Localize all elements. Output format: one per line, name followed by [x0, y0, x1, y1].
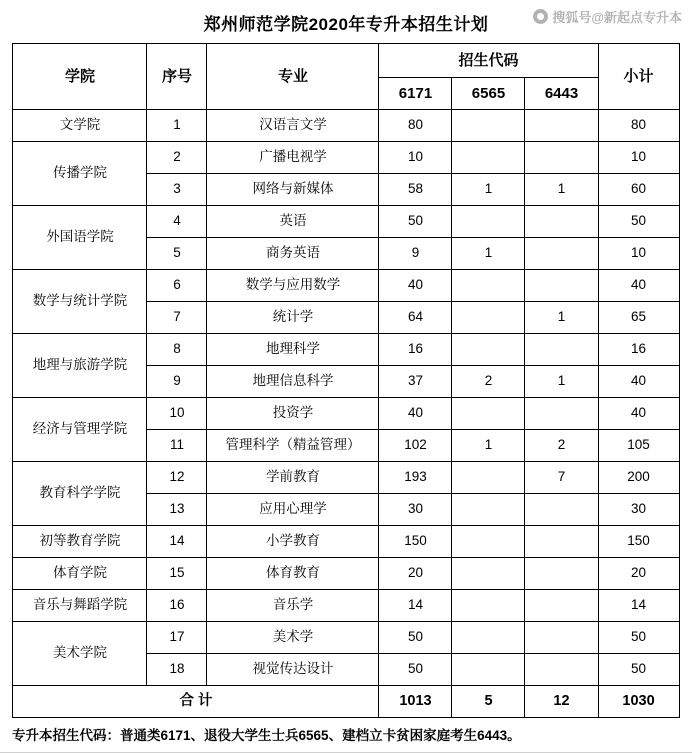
cell-code-6565: 1 [452, 430, 525, 462]
watermark-label: 搜狐号@新起点专升本 [552, 10, 682, 25]
cell-index: 12 [147, 462, 207, 494]
cell-code-6443 [525, 654, 598, 686]
cell-code-6443 [525, 590, 598, 622]
cell-major: 地理信息科学 [207, 366, 379, 398]
cell-major: 广播电视学 [207, 142, 379, 174]
cell-index: 3 [147, 174, 207, 206]
cell-code-6565 [452, 590, 525, 622]
cell-major: 应用心理学 [207, 494, 379, 526]
cell-code-6443: 1 [525, 302, 598, 334]
cell-code-6171: 58 [379, 174, 452, 206]
page-title: 郑州师范学院2020年专升本招生计划 [203, 15, 489, 34]
table-row [13, 334, 679, 366]
cell-code-6565 [452, 494, 525, 526]
cell-major: 投资学 [207, 398, 379, 430]
total-6443: 12 [525, 686, 598, 718]
cell-subtotal: 50 [598, 654, 679, 686]
cell-index: 8 [147, 334, 207, 366]
cell-code-6443: 7 [525, 462, 598, 494]
cell-college: 教育科学学院 [13, 462, 147, 526]
header-index: 序号 [147, 44, 207, 110]
cell-code-6443: 2 [525, 430, 598, 462]
cell-major: 商务英语 [207, 238, 379, 270]
cell-code-6171: 16 [379, 334, 452, 366]
cell-subtotal: 20 [598, 558, 679, 590]
cell-subtotal: 105 [598, 430, 679, 462]
cell-code-6171: 20 [379, 558, 452, 590]
cell-major: 管理科学（精益管理） [207, 430, 379, 462]
cell-subtotal: 50 [598, 206, 679, 238]
cell-index: 16 [147, 590, 207, 622]
cell-code-6443 [525, 206, 598, 238]
cell-code-6443 [525, 494, 598, 526]
cell-subtotal: 40 [598, 398, 679, 430]
cell-code-6565 [452, 270, 525, 302]
sohu-logo-icon [533, 9, 548, 24]
cell-college: 体育学院 [13, 558, 147, 590]
cell-subtotal: 30 [598, 494, 679, 526]
table-header [13, 44, 679, 110]
cell-major: 地理科学 [207, 334, 379, 366]
cell-index: 7 [147, 302, 207, 334]
cell-index: 10 [147, 398, 207, 430]
table-row [13, 622, 679, 654]
cell-subtotal: 60 [598, 174, 679, 206]
cell-index: 5 [147, 238, 207, 270]
cell-code-6171: 9 [379, 238, 452, 270]
cell-code-6171: 30 [379, 494, 452, 526]
cell-index: 4 [147, 206, 207, 238]
header-college: 学院 [13, 44, 147, 110]
cell-major: 小学教育 [207, 526, 379, 558]
cell-index: 11 [147, 430, 207, 462]
cell-code-6171: 50 [379, 622, 452, 654]
table-body [13, 110, 679, 686]
cell-code-6171: 14 [379, 590, 452, 622]
cell-code-6565 [452, 654, 525, 686]
cell-major: 体育教育 [207, 558, 379, 590]
cell-code-6171: 102 [379, 430, 452, 462]
cell-code-6565 [452, 110, 525, 142]
cell-code-6443 [525, 558, 598, 590]
header-code-6443: 6443 [525, 78, 598, 110]
cell-subtotal: 40 [598, 366, 679, 398]
cell-code-6443: 1 [525, 366, 598, 398]
cell-code-6443 [525, 334, 598, 366]
cell-subtotal: 10 [598, 238, 679, 270]
cell-code-6565 [452, 142, 525, 174]
header-subtotal: 小计 [598, 44, 679, 110]
table-row [13, 526, 679, 558]
header-major: 专业 [207, 44, 379, 110]
total-label: 合 计 [13, 686, 379, 718]
cell-index: 2 [147, 142, 207, 174]
cell-index: 14 [147, 526, 207, 558]
cell-major: 网络与新媒体 [207, 174, 379, 206]
cell-major: 数学与应用数学 [207, 270, 379, 302]
cell-code-6565: 1 [452, 238, 525, 270]
cell-major: 学前教育 [207, 462, 379, 494]
cell-index: 6 [147, 270, 207, 302]
cell-code-6171: 40 [379, 270, 452, 302]
cell-code-6171: 50 [379, 654, 452, 686]
cell-college: 传播学院 [13, 142, 147, 206]
cell-code-6565: 2 [452, 366, 525, 398]
cell-subtotal: 16 [598, 334, 679, 366]
cell-code-6443 [525, 622, 598, 654]
cell-college: 数学与统计学院 [13, 270, 147, 334]
header-code-group: 招生代码 [379, 44, 598, 78]
cell-subtotal: 80 [598, 110, 679, 142]
cell-major: 英语 [207, 206, 379, 238]
cell-subtotal: 65 [598, 302, 679, 334]
cell-index: 18 [147, 654, 207, 686]
table-row [13, 462, 679, 494]
cell-code-6171: 50 [379, 206, 452, 238]
table-row [13, 558, 679, 590]
cell-code-6565 [452, 558, 525, 590]
cell-college: 经济与管理学院 [13, 398, 147, 462]
total-6171: 1013 [379, 686, 452, 718]
cell-college: 地理与旅游学院 [13, 334, 147, 398]
table-row [13, 206, 679, 238]
table-row [13, 398, 679, 430]
cell-code-6565 [452, 398, 525, 430]
cell-subtotal: 14 [598, 590, 679, 622]
cell-code-6443 [525, 526, 598, 558]
admission-plan-table [12, 43, 679, 718]
cell-code-6443: 1 [525, 174, 598, 206]
cell-subtotal: 200 [598, 462, 679, 494]
cell-college: 文学院 [13, 110, 147, 142]
cell-code-6443 [525, 110, 598, 142]
cell-code-6171: 10 [379, 142, 452, 174]
cell-major: 汉语言文学 [207, 110, 379, 142]
total-sum: 1030 [598, 686, 679, 718]
cell-index: 13 [147, 494, 207, 526]
table-row [13, 270, 679, 302]
cell-index: 9 [147, 366, 207, 398]
cell-major: 音乐学 [207, 590, 379, 622]
cell-subtotal: 150 [598, 526, 679, 558]
cell-index: 1 [147, 110, 207, 142]
cell-college: 美术学院 [13, 622, 147, 686]
table-row [13, 142, 679, 174]
table-footer [13, 686, 679, 718]
cell-code-6443 [525, 398, 598, 430]
cell-code-6565 [452, 462, 525, 494]
cell-subtotal: 50 [598, 622, 679, 654]
footnote: 专升本招生代码：普通类6171、退役大学生士兵6565、建档立卡贫困家庭考生6443。 [12, 728, 521, 743]
table-row-total [13, 686, 679, 718]
cell-subtotal: 10 [598, 142, 679, 174]
cell-code-6171: 37 [379, 366, 452, 398]
cell-major: 视觉传达设计 [207, 654, 379, 686]
cell-code-6565 [452, 206, 525, 238]
cell-code-6443 [525, 142, 598, 174]
cell-code-6565 [452, 526, 525, 558]
cell-code-6443 [525, 270, 598, 302]
cell-code-6171: 40 [379, 398, 452, 430]
cell-code-6565 [452, 334, 525, 366]
cell-college: 外国语学院 [13, 206, 147, 270]
cell-code-6565 [452, 302, 525, 334]
watermark [533, 7, 682, 26]
cell-major: 统计学 [207, 302, 379, 334]
cell-code-6171: 80 [379, 110, 452, 142]
cell-code-6171: 150 [379, 526, 452, 558]
cell-index: 15 [147, 558, 207, 590]
cell-code-6171: 64 [379, 302, 452, 334]
table-row [13, 590, 679, 622]
cell-code-6443 [525, 238, 598, 270]
table-row [13, 110, 679, 142]
cell-code-6565: 1 [452, 174, 525, 206]
cell-code-6171: 193 [379, 462, 452, 494]
cell-code-6565 [452, 622, 525, 654]
total-6565: 5 [452, 686, 525, 718]
cell-major: 美术学 [207, 622, 379, 654]
header-code-6565: 6565 [452, 78, 525, 110]
cell-college: 音乐与舞蹈学院 [13, 590, 147, 622]
cell-college: 初等教育学院 [13, 526, 147, 558]
cell-index: 17 [147, 622, 207, 654]
cell-subtotal: 40 [598, 270, 679, 302]
header-code-6171: 6171 [379, 78, 452, 110]
